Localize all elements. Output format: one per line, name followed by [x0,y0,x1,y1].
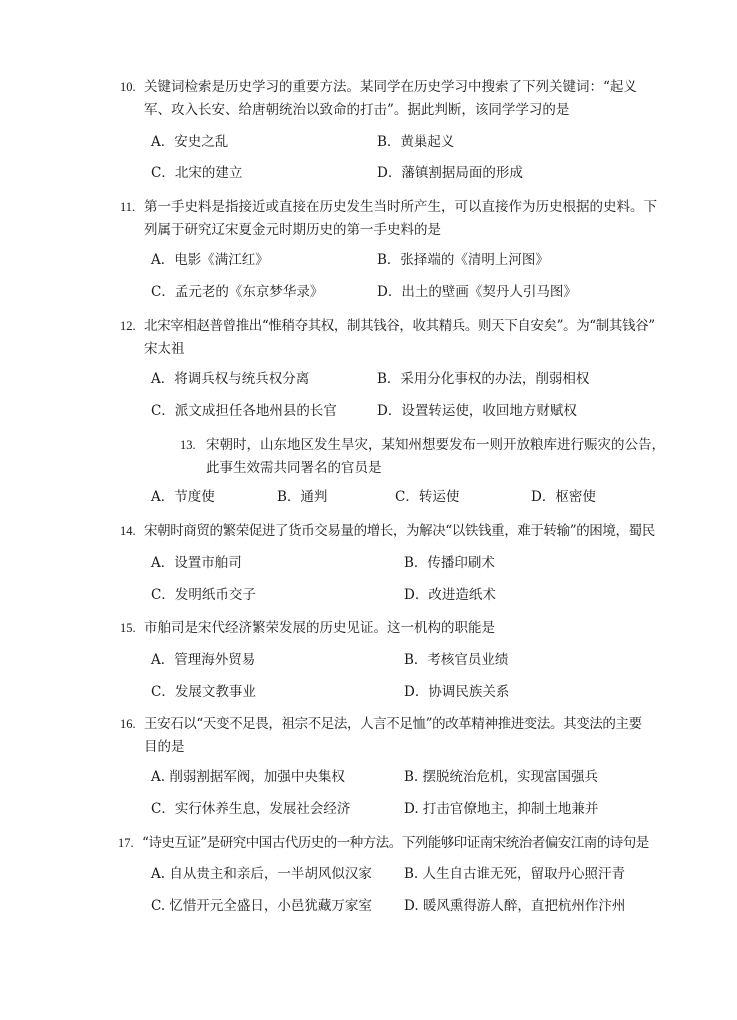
question-15 [120,617,680,640]
stem-line: 王安石以“天变不足畏，祖宗不足法，人言不足恤”的改革精神推进变法。其变法的主要 [144,716,642,732]
stem-line: 北宋宰相赵普曾推出“惟稍夺其权，制其钱谷，收其精兵。则天下自安矣”。为“制其钱谷” [144,318,655,334]
question-10 [120,76,680,122]
question-number: 10. [120,80,136,94]
option-d: D. 打击官僚地主，抑制土地兼并 [404,801,599,817]
option-a: A．管理海外贸易 [151,652,256,668]
question-stem [120,196,680,242]
stem-line: 列属于研究辽宋夏金元时期历史的第一手史料的是 [144,222,441,238]
question-number: 12. [120,319,136,333]
option-d: D．出土的壁画《契丹人引马图》 [377,284,577,300]
option-b: B. 人生自古谁无死，留取丹心照汗青 [404,866,626,882]
option-b: B．传播印刷术 [404,555,495,571]
stem-line: “诗史互证”是研究中国古代历史的一种方法。下列能够印证南宋统治者偏安江南的诗句是 [142,835,649,851]
option-b: B. 摆脱统治危机，实现富国强兵 [404,769,599,785]
option-c: C．转运使 [395,489,460,505]
question-number: 11. [120,200,136,214]
stem-line: 宋朝时，山东地区发生旱灾，某知州想要发布一则开放粮库进行赈灾的公告， [206,437,665,453]
option-c: C．发明纸币交子 [151,587,256,603]
question-stem [120,520,680,543]
option-d: D．藩镇割据局面的形成 [377,165,523,181]
option-b: B．考核官员业绩 [404,652,509,668]
question-number: 14. [120,524,136,538]
option-d: D．协调民族关系 [404,684,510,700]
question-number: 16. [120,717,136,731]
question-17 [118,832,678,855]
option-c: C．发展文教事业 [151,684,256,700]
option-d: D. 暖风熏得游人醉，直把杭州作汴州 [404,898,626,914]
option-d: D．枢密使 [531,489,596,505]
stem-line: 目的是 [144,739,185,755]
question-number: 17. [118,836,134,850]
question-stem [180,434,700,480]
option-a: A. 自从贵主和亲后，一半胡风似汉家 [151,866,372,882]
stem-line: 宋太祖 [144,341,185,357]
question-stem [120,617,680,640]
question-number: 15. [120,621,136,635]
question-13 [180,434,700,480]
stem-line: 军、攻入长安、给唐朝统治以致命的打击”。据此判断，该同学学习的是 [144,102,570,118]
stem-line: 此事生效需共同署名的官员是 [206,460,382,476]
option-a: A．安史之乱 [151,134,229,150]
option-c: C．实行休养生息，发展社会经济 [151,801,351,817]
option-a: A. 削弱割据军阀，加强中央集权 [151,769,345,785]
question-16 [120,713,680,759]
option-d: D．设置转运使，收回地方财赋权 [377,403,577,419]
option-b: B．张择端的《清明上河图》 [377,252,549,268]
stem-line: 宋朝时商贸的繁荣促进了货币交易量的增长，为解决“以铁钱重，难于转输”的困境，蜀民 [144,523,655,539]
option-d: D．改进造纸术 [404,587,496,603]
option-a: A．电影《满江红》 [151,252,269,268]
question-number: 13. [180,438,196,452]
question-14 [120,520,680,543]
option-a: A．将调兵权与统兵权分离 [151,371,310,387]
option-b: B．通判 [277,489,328,505]
question-stem [120,315,680,361]
question-stem [118,832,678,855]
stem-line: 第一手史料是指接近或直接在历史发生当时所产生，可以直接作为历史根据的史料。下 [144,199,657,215]
option-b: B．采用分化事权的办法，削弱相权 [377,371,590,387]
question-stem [120,713,680,759]
option-b: B．黄巢起义 [377,134,455,150]
option-c: C．北宋的建立 [151,165,243,181]
stem-line: 关键词检索是历史学习的重要方法。某同学在历史学习中搜索了下列关键词：“起义 [144,79,637,95]
question-stem [120,76,680,122]
option-c: C．孟元老的《东京梦华录》 [151,284,324,300]
option-c: C. 忆惜开元全盛日，小邑犹藏万家室 [151,898,372,914]
option-a: A．节度使 [151,489,215,505]
question-11 [120,196,680,242]
option-c: C．派文成担任各地州县的长官 [151,403,337,419]
option-a: A．设置市舶司 [151,555,242,571]
stem-line: 市舶司是宋代经济繁荣发展的历史见证。这一机构的职能是 [144,620,495,636]
question-12 [120,315,680,361]
